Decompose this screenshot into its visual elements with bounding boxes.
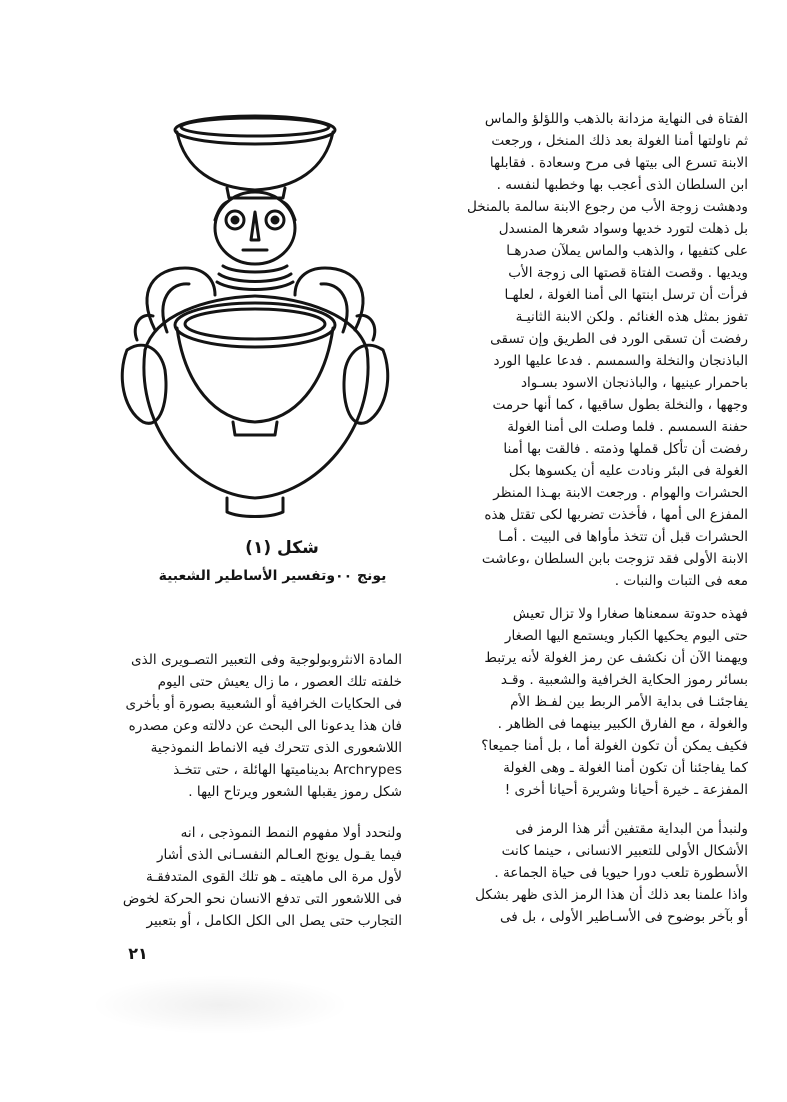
text-line: المفزعة ـ خيرة أحيانا وشريرة أحيانا أخرى ! xyxy=(504,782,748,798)
text-line: الفتاة فى النهاية مزدانة بالذهب واللؤلؤ والماس xyxy=(484,111,748,127)
text-line: تفوز بمثل هذه الغنائم . ولكن الابنة الثانيـة xyxy=(515,309,748,325)
text-line: فرأت أن ترسل ابنتها الى أمنا الغولة ، لعلهـا xyxy=(504,287,748,303)
text-line: الحشرات قبل أن تتخذ مأواها فى البيت . أمـا xyxy=(498,529,748,545)
text-line: اللاشعورى الذى تتحرك فيه الانماط النموذجية xyxy=(150,740,402,756)
text-line: كما يفاجئنا أن تكون أمنا الغولة ـ وهى الغولة xyxy=(503,760,748,776)
text-line: معه فى التبات والنبات . xyxy=(614,573,748,589)
text-line: فكيف يمكن أن تكون الغولة أما ، بل أمنا جميعا؟ xyxy=(481,738,748,754)
text-line: حتى اليوم يحكيها الكبار ويستمع اليها الصغار xyxy=(504,628,748,644)
text-line: الابنة الأولى فقد تزوجت بابن السلطان ،وعاشت xyxy=(481,551,748,567)
figure-vessel-drawing xyxy=(115,100,400,540)
text-line: ويهمنا الآن أن نكشف عن رمز الغولة لأنه يرتبط xyxy=(484,650,748,666)
right-column-paragraph-1 xyxy=(410,108,748,592)
text-line: فان هذا يدعونا الى البحث عن دلالته وعن مصدره xyxy=(128,718,402,734)
text-line: خلفته تلك العصور ، ما زال يعيش حتى اليوم xyxy=(157,674,402,690)
text-line: أو بآخر بوضوح فى الأسـاطير الأولى ، بل فى xyxy=(499,909,748,925)
text-line: فى اللاشعور التى تدفع الانسان نحو الحركة لخوض xyxy=(122,891,402,907)
text-line: بل ذهلت لتورد خديها وسواد شعرها المنسدل xyxy=(498,221,748,237)
text-line: ابن السلطان الذى أعجب بها وخطبها لنفسه . xyxy=(496,177,748,193)
text-line: بسائر رموز الحكاية الخرافية والشعبية . وقـد xyxy=(500,672,748,688)
text-line: الأشكال الأولى للتعبير الانسانى ، حينما كانت xyxy=(501,843,748,859)
text-line: حفنة السمسم . فلما وصلت الى أمنا الغولة xyxy=(507,419,748,435)
left-column-paragraph-2 xyxy=(120,822,402,932)
text-line: الأسطورة تلعب دورا حيويا فى حياة الجماعة . xyxy=(494,865,748,881)
text-line: رفضت أن تأكل قملها وذمته . فالقت بها أمنا xyxy=(503,441,748,457)
text-line: لأول مرة الى ماهيته ـ هو تلك القوى المتدفقـة xyxy=(145,869,402,885)
text-line: فى الحكايات الخرافية أو الشعبية بصورة أو بأخرى xyxy=(125,696,402,712)
text-line: ويديها . وقصت الفتاة قصتها الى زوجة الأب xyxy=(508,265,748,281)
text-line: الباذنجان والنخلة والسمسم . فدعا عليها الورد xyxy=(493,353,748,369)
text-line: والغولة ، مع الفارق الكبير بينهما فى الظاهر . xyxy=(497,716,748,732)
text-line: ولنبدأ من البداية مقتفين أثر هذا الرمز فى xyxy=(515,821,748,837)
text-line: الغولة فى البئر ونادت عليه أن يكسوها بكل xyxy=(508,463,748,479)
text-line: رفضت أن تسقى الورد فى الطريق وإن تسقى xyxy=(490,331,748,347)
right-column-paragraph-3 xyxy=(410,818,748,928)
page-number: ٢١ xyxy=(128,944,148,963)
text-line: فهذه حدوتة سمعناها صغارا ولا تزال تعيش xyxy=(512,606,748,622)
text-line: ودهشت زوجة الأب من رجوع الابنة سالمة بالمنخل xyxy=(466,199,748,215)
text-line: فيما يقـول يونج العـالم النفسـانى الذى أشار xyxy=(156,847,402,863)
print-smudge xyxy=(90,975,350,1035)
text-line: على كتفيها ، والذهب والماس يملآن صدرهـا xyxy=(506,243,748,259)
text-line: شكل رموز يقبلها الشعور ويرتاح اليها . xyxy=(188,784,402,800)
text-line: ولنحدد أولا مفهوم النمط النموذجى ، انه xyxy=(180,825,402,841)
text-line: باحمرار عينيها ، والباذنجان الاسود بسـواد xyxy=(520,375,748,391)
text-line: واذا علمنا بعد ذلك أن هذا الرمز الذى ظهر بشكل xyxy=(475,887,748,903)
text-line: التجارب حتى يصل الى الكل الكامل ، أو بتعبير xyxy=(146,913,402,929)
text-line: المادة الانثروبولوجية وفى التعبير التصـويرى الذى xyxy=(130,652,402,668)
text-line: Archrypes بديناميتها الهائلة ، حتى تتخـذ xyxy=(173,762,402,778)
text-line: المفزع الى أمها ، فأخذت تضربها لكى تقتل هذه xyxy=(484,507,748,523)
figure-number: شكل (١) xyxy=(245,538,319,558)
text-line: الحشرات والهوام . ورجعت الابنة بهـذا المنظر xyxy=(493,485,748,501)
left-column-paragraph-1 xyxy=(120,649,402,803)
right-column-paragraph-2 xyxy=(410,603,748,801)
text-line: وجهها ، والنخلة بطول ساقيها ، كما أنها حرمت xyxy=(492,397,748,413)
figure-caption: يونج ٠٠وتفسير الأساطير الشعبية xyxy=(158,568,387,584)
vessel-illustration xyxy=(115,100,400,540)
text-line: يفاجئنـا فى بداية الأمر الربط بين لفـظ الأم xyxy=(510,694,748,710)
text-line: ثم ناولتها أمنا الغولة بعد ذلك المنخل ، ورجعت xyxy=(491,133,748,149)
text-line: الابنة تسرع الى بيتها فى مرح وسعادة . فقابلها xyxy=(489,155,748,171)
